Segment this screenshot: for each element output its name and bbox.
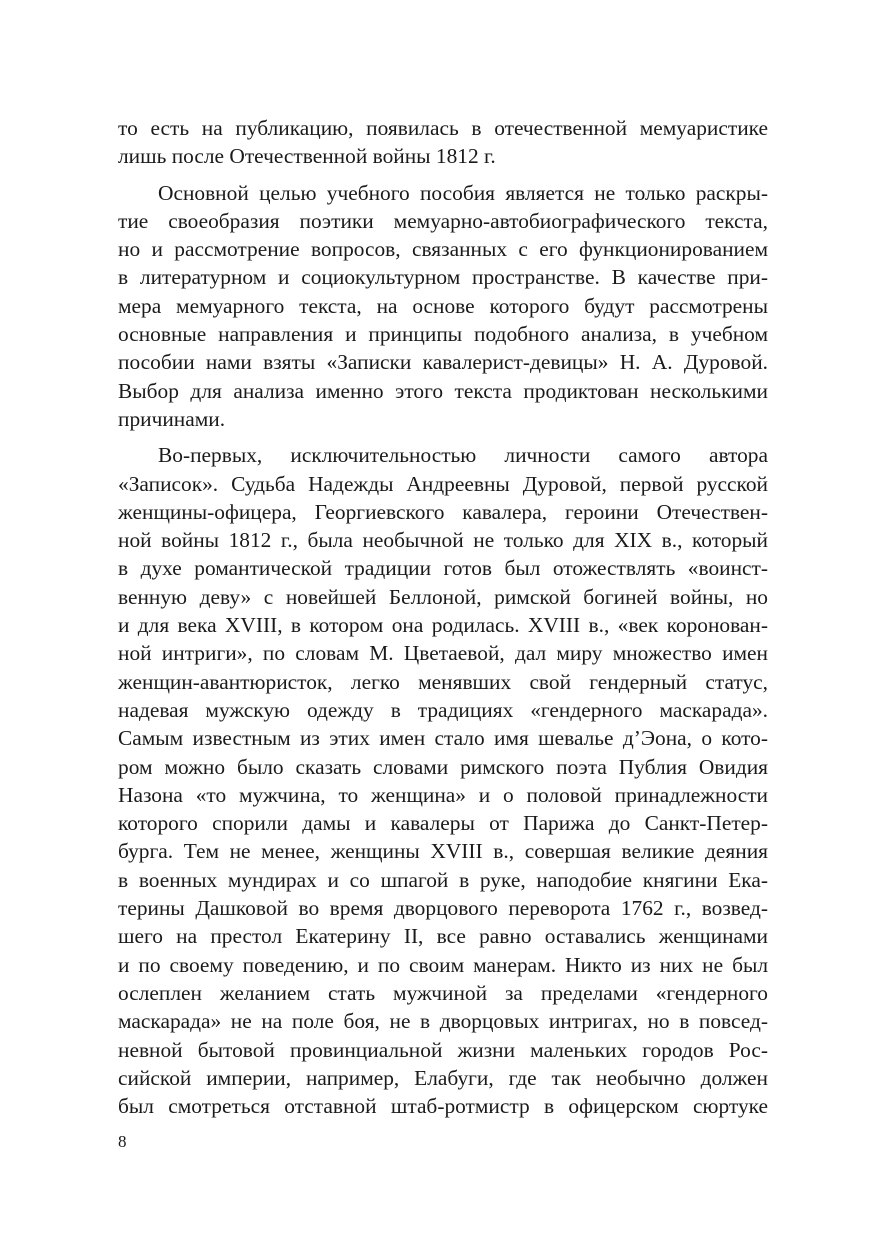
text-line: женщины-офицера, Георгиевского кавалера, героини Отечествен-	[118, 499, 768, 524]
text-line: в военных мундирах и со шпагой в руке, наподобие княгини Ека-	[118, 867, 768, 892]
text-line: невной бытовой провинциальной жизни маленьких городов Рос-	[118, 1037, 768, 1062]
text-line: основные направления и принципы подобного анализа, в учебном	[118, 322, 768, 347]
text-line: мера мемуарного текста, на основе которого будут рассмотрены	[118, 293, 768, 318]
text-line: ной интриги», по словам М. Цветаевой, дал миру множество имен	[118, 641, 768, 666]
text-line: в литературном и социокультурном пространстве. В качестве при-	[118, 265, 768, 290]
text-line: и для века XVIII, в котором она родилась. XVIII в., «век коронован-	[118, 613, 768, 638]
text-line: в духе романтической традиции готов был отожествлять «воинст-	[118, 556, 768, 581]
text-line: шего на престол Екатерину II, все равно оставались женщинами	[118, 924, 768, 949]
text-line: Самым известным из этих имен стало имя шевалье д’Эона, о кото-	[118, 726, 768, 751]
body-text	[118, 114, 768, 1120]
text-line: ной войны 1812 г., была необычной не только для XIX в., который	[118, 528, 768, 553]
text-line: причинами.	[118, 406, 226, 431]
paragraph-1	[118, 114, 768, 171]
text-line: маскарада» не на поле боя, не в дворцовых интригах, но в повсед-	[118, 1009, 768, 1034]
text-line: терины Дашковой во время дворцового переворота 1762 г., возвед-	[118, 896, 768, 921]
paragraph-3	[118, 441, 768, 1120]
text-line: женщин-авантюристок, легко менявших свой гендерный статус,	[118, 669, 768, 694]
page-number: 8	[118, 1132, 127, 1151]
text-line: но и рассмотрение вопросов, связанных с его функционированием	[118, 237, 768, 262]
text-line: то есть на публикацию, появилась в отечественной мемуаристике	[118, 116, 768, 140]
text-line: лишь после Отечественной войны 1812 г.	[118, 144, 496, 169]
text-line: тие своеобразия поэтики мемуарно-автобиографического текста,	[118, 208, 768, 233]
text-line: Во-первых, исключительностью личности самого автора	[158, 443, 768, 468]
text-line: Выбор для анализа именно этого текста продиктован несколькими	[118, 378, 768, 403]
text-line: и по своему поведению, и по своим манерам. Никто из них не был	[118, 952, 768, 977]
text-line: Основной целью учебного пособия является не только раскры-	[158, 180, 768, 205]
text-line: был смотреться отставной штаб-ротмистр в офицерском сюртуке	[118, 1094, 768, 1119]
text-line: «Записок». Судьба Надежды Андреевны Дуровой, первой русской	[118, 471, 768, 496]
text-line: бурга. Тем не менее, женщины XVIII в., совершая великие деяния	[118, 839, 768, 864]
paragraph-2	[118, 179, 768, 434]
text-line: пособии нами взяты «Записки кавалерист-девицы» Н. А. Дуровой.	[118, 350, 768, 375]
text-line: надевая мужскую одежду в традициях «гендерного маскарада».	[118, 697, 768, 722]
text-line: Назона «то мужчина, то женщина» и о половой принадлежности	[118, 782, 768, 807]
text-line: которого спорили дамы и кавалеры от Парижа до Санкт-Петер-	[118, 811, 768, 836]
text-line: ром можно было сказать словами римского поэта Публия Овидия	[118, 754, 768, 779]
text-line: ослеплен желанием стать мужчиной за пределами «гендерного	[118, 980, 768, 1005]
text-line: венную деву» с новейшей Беллоной, римской богиней войны, но	[118, 584, 768, 609]
text-line: сийской империи, например, Елабуги, где так необычно должен	[118, 1065, 768, 1090]
